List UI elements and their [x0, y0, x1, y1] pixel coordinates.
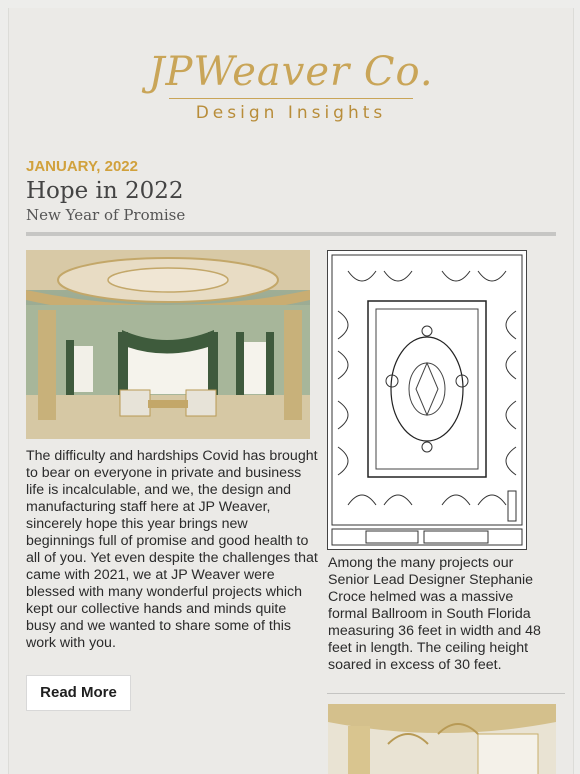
section-divider	[26, 232, 556, 236]
logo-rule	[169, 98, 413, 99]
article-subtitle: New Year of Promise	[26, 206, 186, 224]
ballroom-photo	[26, 250, 310, 439]
newsletter-frame	[8, 8, 574, 774]
ceiling-plan-drawing	[327, 250, 527, 550]
read-more-button[interactable]: Read More	[26, 675, 131, 711]
project-caption: Among the many projects our Senior Lead Designer Stephanie Croce helmed was a massive formal Ballroom in South Florida measuring 36 feet in width and 48 feet in length. The ceiling height soared in excess of 30 feet.	[328, 555, 541, 673]
article-title: Hope in 2022	[26, 178, 184, 204]
brand-logo[interactable]	[9, 48, 573, 123]
brand-name: JPWeaver Co.	[148, 49, 434, 95]
article-date: JANUARY, 2022	[26, 158, 138, 175]
sidebar-divider	[327, 693, 565, 694]
gilded-hall-photo	[328, 704, 556, 774]
brand-tagline: Design Insights	[195, 103, 387, 123]
article-body: The difficulty and hardships Covid has brought to bear on everyone in private and business life is incalculable, and we, the design and manufacturing staff here at JP Weaver, sincerely hope this year brings new beginnings full of promise and good health to all of you. Yet even despite the challenges that came with 2021, we at JP Weaver were blessed with many wonderful projects which kept our collective hands and minds quite busy and we wanted to share some of this work with you.	[26, 448, 318, 651]
